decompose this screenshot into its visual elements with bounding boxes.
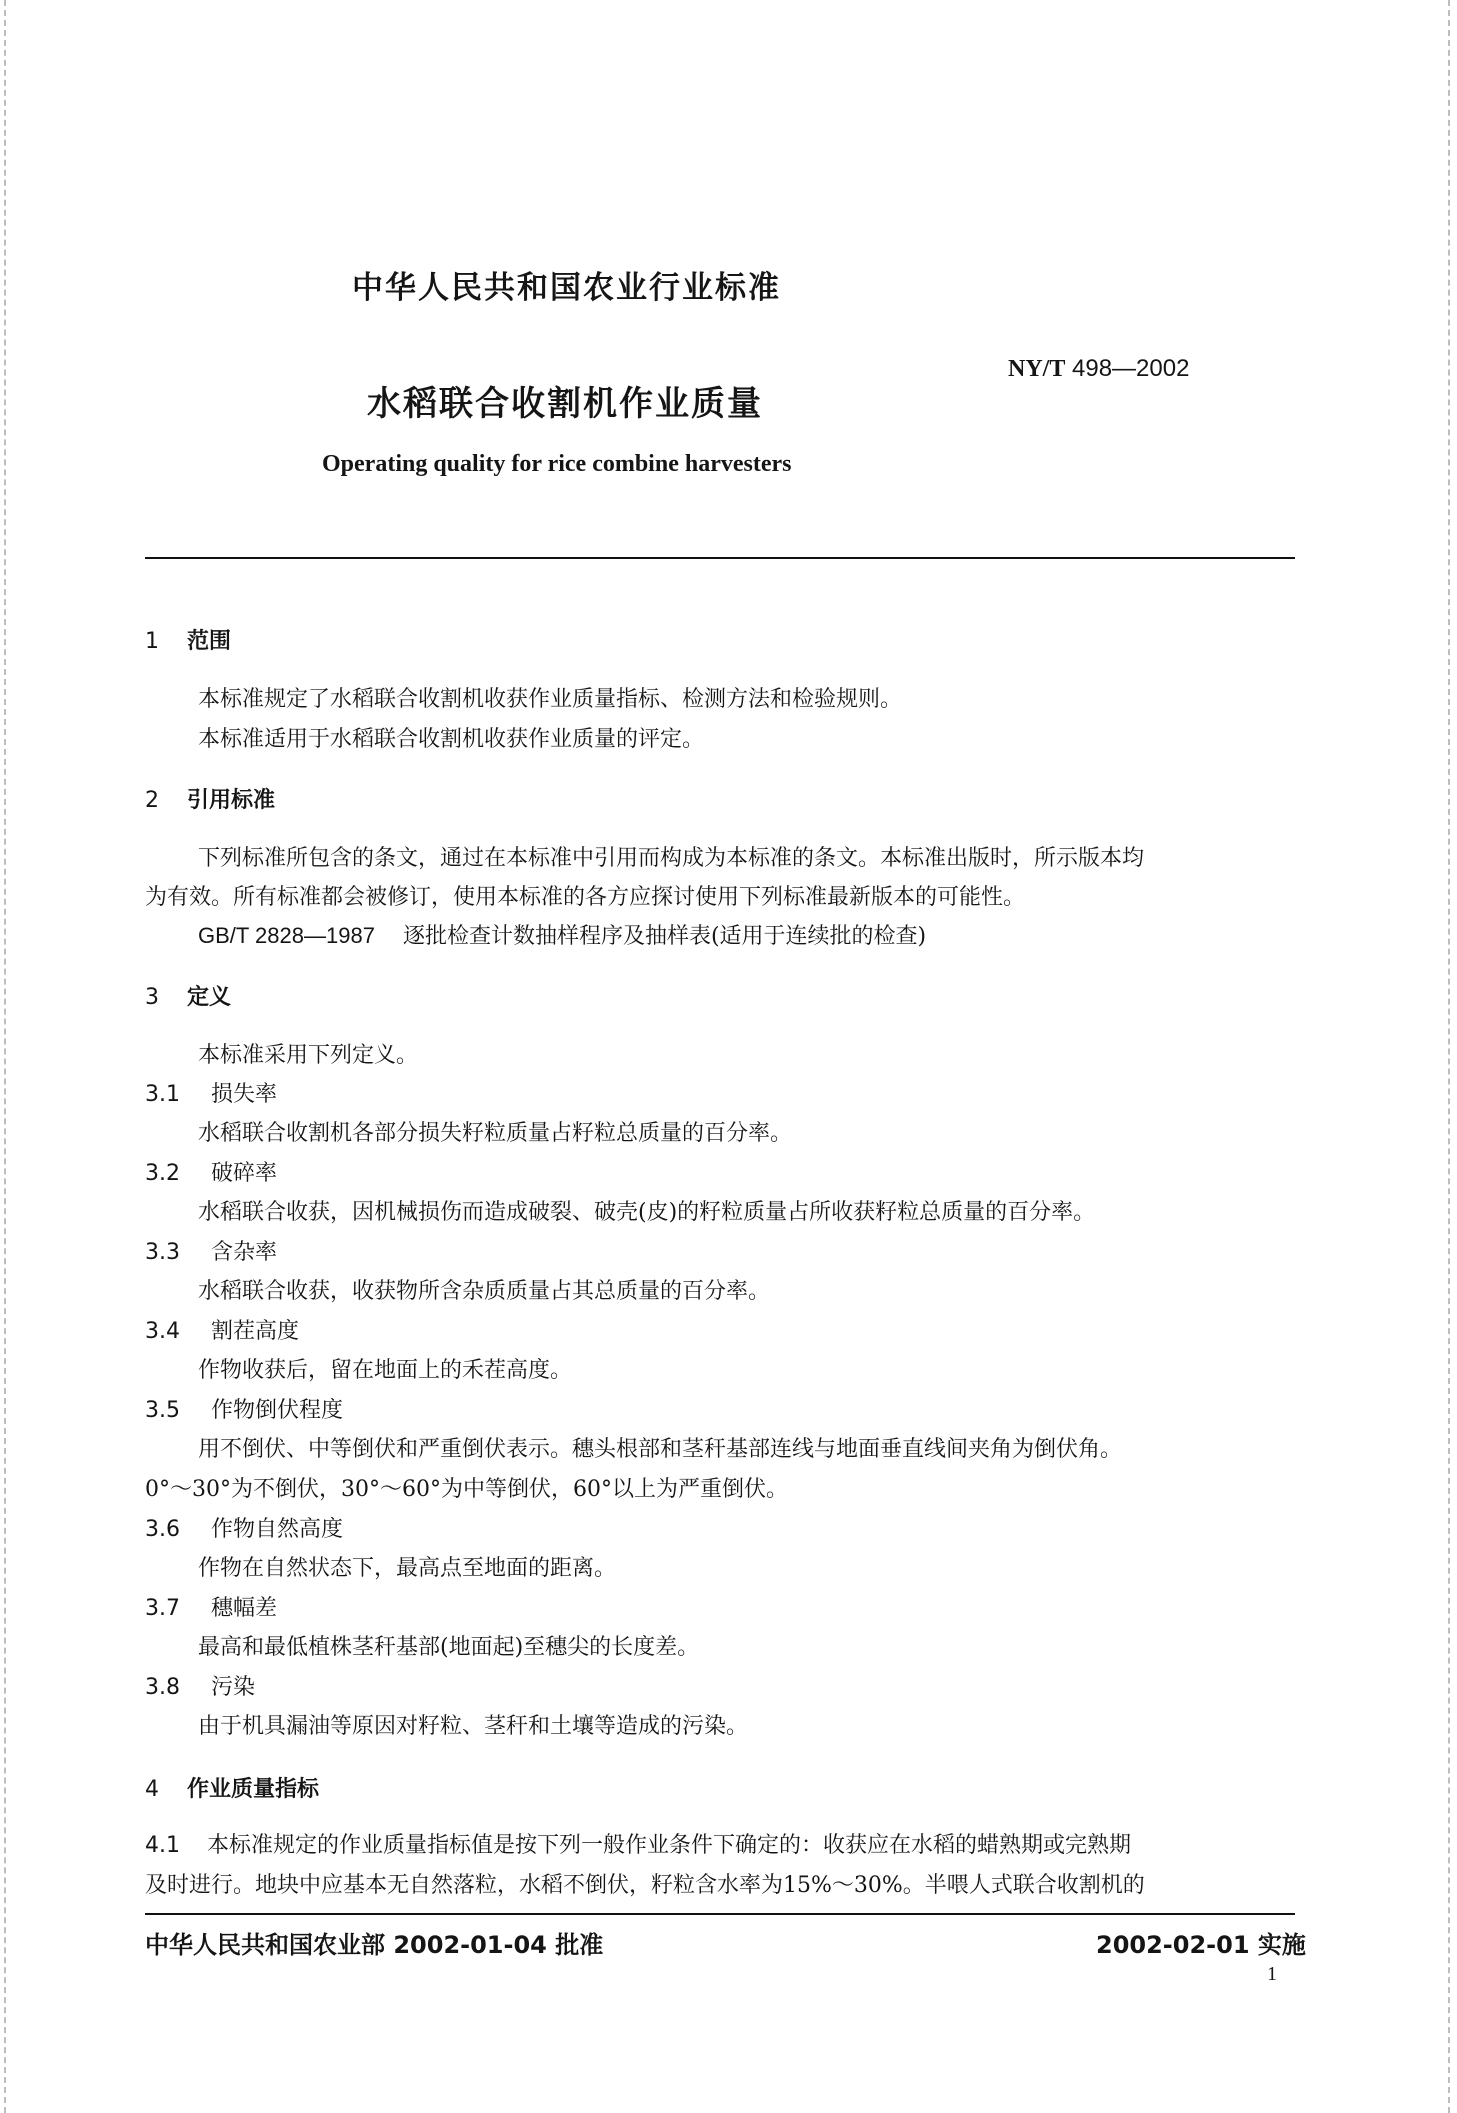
section-title: 定义 — [187, 985, 232, 1010]
title-chinese: 水稻联合收割机作业质量 — [367, 384, 763, 424]
clause-number: 3.7 — [145, 1596, 180, 1621]
paragraph: 本标准适用于水稻联合收割机收获作业质量的评定。 — [198, 727, 705, 752]
section-number: 3 — [145, 985, 159, 1010]
page-number: 1 — [1267, 1963, 1277, 1985]
definition-text: 最高和最低植株茎秆基部(地面起)至穗尖的长度差。 — [198, 1635, 700, 1660]
paragraph: 本标准规定了水稻联合收割机收获作业质量指标、检测方法和检验规则。 — [198, 687, 903, 712]
section-number: 4 — [145, 1777, 159, 1802]
section-3-heading — [145, 980, 231, 1011]
clause-number: 3.4 — [145, 1319, 180, 1344]
clause-number: 3.6 — [145, 1517, 180, 1542]
section-2-heading — [145, 783, 275, 814]
definition-text: 0°～30°为不倒伏，30°～60°为中等倒伏，60°以上为严重倒伏。 — [145, 1477, 788, 1502]
paragraph-line — [145, 1828, 1131, 1859]
definition-term — [145, 1314, 299, 1345]
definition-term — [145, 1512, 343, 1543]
definition-text: 水稻联合收割机各部分损失籽粒质量占籽粒总质量的百分率。 — [198, 1121, 793, 1146]
footer-divider — [145, 1913, 1295, 1915]
definition-text: 作物收获后，留在地面上的禾茬高度。 — [198, 1358, 573, 1383]
paragraph-line: 下列标准所包含的条文，通过在本标准中引用而构成为本标准的条文。本标准出版时，所示版本均 — [198, 846, 1145, 871]
definition-term — [145, 1077, 277, 1108]
definition-text: 水稻联合收获，收获物所含杂质质量占其总质量的百分率。 — [198, 1279, 771, 1304]
clause-number: 3.8 — [145, 1675, 180, 1700]
definition-text: 水稻联合收获，因机械损伤而造成破裂、破壳(皮)的籽粒质量占所收获籽粒总质量的百分率。 — [198, 1200, 1096, 1225]
term: 穗幅差 — [211, 1596, 278, 1621]
header-divider — [145, 557, 1295, 559]
implementation-date: 2002-02-01 实施 — [1096, 1931, 1306, 1959]
title-english: Operating quality for rice combine harvesters — [322, 451, 792, 477]
approval-statement: 中华人民共和国农业部 2002-01-04 批准 — [145, 1931, 604, 1959]
definition-term — [145, 1591, 277, 1622]
clause-number: 3.5 — [145, 1398, 180, 1423]
term: 污染 — [211, 1675, 256, 1700]
standard-number-prefix: NY/T — [1008, 356, 1066, 382]
definition-term — [145, 1235, 277, 1266]
paragraph-line: 为有效。所有标准都会被修订，使用本标准的各方应探讨使用下列标准最新版本的可能性。 — [145, 885, 1026, 910]
issuing-organization: 中华人民共和国农业行业标准 — [352, 270, 781, 306]
scan-edge-right — [1448, 0, 1450, 2113]
standard-number-rest: 498—2002 — [1065, 355, 1190, 382]
term: 割茬高度 — [211, 1319, 300, 1344]
normative-reference — [198, 919, 926, 950]
section-title: 引用标准 — [187, 788, 276, 813]
term: 作物倒伏程度 — [211, 1398, 344, 1423]
definition-term — [145, 1393, 343, 1424]
section-number: 2 — [145, 788, 159, 813]
section-number: 1 — [145, 629, 159, 654]
term: 破碎率 — [211, 1161, 278, 1186]
paragraph-text: 本标准规定的作业质量指标值是按下列一般作业条件下确定的：收获应在水稻的蜡熟期或完熟期 — [207, 1833, 1132, 1858]
term: 损失率 — [211, 1082, 278, 1107]
clause-number: 3.2 — [145, 1161, 180, 1186]
paragraph-line: 及时进行。地块中应基本无自然落粒，水稻不倒伏，籽粒含水率为15%～30%。半喂人式联合收割机的 — [145, 1873, 1145, 1898]
definition-text: 用不倒伏、中等倒伏和严重倒伏表示。穗头根部和茎秆基部连线与地面垂直线间夹角为倒伏角。 — [198, 1437, 1123, 1462]
term: 作物自然高度 — [211, 1517, 344, 1542]
definition-term — [145, 1156, 277, 1187]
scan-edge-left — [4, 0, 6, 2113]
clause-number: 3.1 — [145, 1082, 180, 1107]
term: 含杂率 — [211, 1240, 278, 1265]
section-4-heading — [145, 1772, 319, 1803]
section-title: 范围 — [187, 629, 232, 654]
reference-code: GB/T 2828—1987 — [198, 923, 375, 948]
definition-text: 作物在自然状态下，最高点至地面的距离。 — [198, 1556, 617, 1581]
standard-number — [1008, 354, 1189, 383]
clause-number: 4.1 — [145, 1833, 180, 1858]
section-title: 作业质量指标 — [187, 1777, 320, 1802]
section-1-heading — [145, 624, 231, 655]
definition-term — [145, 1670, 255, 1701]
reference-title: 逐批检查计数抽样程序及抽样表(适用于连续批的检查) — [402, 924, 927, 949]
definition-text: 由于机具漏油等原因对籽粒、茎秆和土壤等造成的污染。 — [198, 1714, 749, 1739]
clause-number: 3.3 — [145, 1240, 180, 1265]
paragraph: 本标准采用下列定义。 — [198, 1043, 419, 1068]
